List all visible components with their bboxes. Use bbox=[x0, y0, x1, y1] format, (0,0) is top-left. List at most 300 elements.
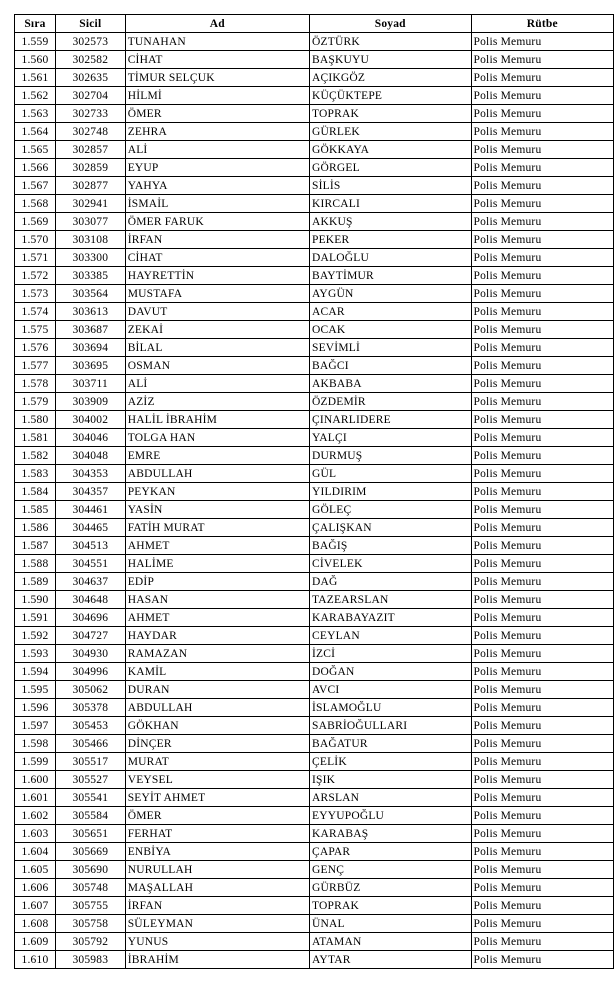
soyad-cell: SEVİMLİ bbox=[309, 339, 471, 357]
table-row bbox=[15, 537, 614, 555]
table-row bbox=[15, 105, 614, 123]
header-rutbe: Rütbe bbox=[471, 15, 614, 33]
sicil-cell: 302859 bbox=[55, 159, 125, 177]
table-row bbox=[15, 141, 614, 159]
header-sicil: Sicil bbox=[55, 15, 125, 33]
sira-cell: 1.587 bbox=[15, 537, 56, 555]
table-row bbox=[15, 231, 614, 249]
ad-cell: ÖMER bbox=[125, 105, 309, 123]
sicil-cell: 304551 bbox=[55, 555, 125, 573]
sicil-cell: 305378 bbox=[55, 699, 125, 717]
sira-cell: 1.590 bbox=[15, 591, 56, 609]
soyad-cell: ÖZTÜRK bbox=[309, 33, 471, 51]
sira-cell: 1.584 bbox=[15, 483, 56, 501]
sira-cell: 1.576 bbox=[15, 339, 56, 357]
rutbe-cell: Polis Memuru bbox=[471, 681, 614, 699]
sicil-cell: 302704 bbox=[55, 87, 125, 105]
sicil-cell: 304461 bbox=[55, 501, 125, 519]
rutbe-cell: Polis Memuru bbox=[471, 573, 614, 591]
table-row bbox=[15, 321, 614, 339]
soyad-cell: GÜRBÜZ bbox=[309, 879, 471, 897]
sicil-cell: 305669 bbox=[55, 843, 125, 861]
ad-cell: KAMİL bbox=[125, 663, 309, 681]
ad-cell: İRFAN bbox=[125, 231, 309, 249]
sicil-cell: 304046 bbox=[55, 429, 125, 447]
soyad-cell: TAZEARSLAN bbox=[309, 591, 471, 609]
soyad-cell: AKBABA bbox=[309, 375, 471, 393]
table-row bbox=[15, 717, 614, 735]
ad-cell: ALİ bbox=[125, 375, 309, 393]
rutbe-cell: Polis Memuru bbox=[471, 303, 614, 321]
rutbe-cell: Polis Memuru bbox=[471, 429, 614, 447]
soyad-cell: GÖRGEL bbox=[309, 159, 471, 177]
ad-cell: AHMET bbox=[125, 537, 309, 555]
rutbe-cell: Polis Memuru bbox=[471, 879, 614, 897]
table-row bbox=[15, 879, 614, 897]
table-row bbox=[15, 735, 614, 753]
soyad-cell: İSLAMOĞLU bbox=[309, 699, 471, 717]
soyad-cell: IŞIK bbox=[309, 771, 471, 789]
sicil-cell: 304996 bbox=[55, 663, 125, 681]
rutbe-cell: Polis Memuru bbox=[471, 735, 614, 753]
ad-cell: DAVUT bbox=[125, 303, 309, 321]
sira-cell: 1.561 bbox=[15, 69, 56, 87]
sicil-cell: 304002 bbox=[55, 411, 125, 429]
sira-cell: 1.601 bbox=[15, 789, 56, 807]
soyad-cell: ÇALIŞKAN bbox=[309, 519, 471, 537]
ad-cell: YASİN bbox=[125, 501, 309, 519]
rutbe-cell: Polis Memuru bbox=[471, 231, 614, 249]
ad-cell: TUNAHAN bbox=[125, 33, 309, 51]
rutbe-cell: Polis Memuru bbox=[471, 105, 614, 123]
table-row bbox=[15, 807, 614, 825]
table-row bbox=[15, 771, 614, 789]
ad-cell: HAYDAR bbox=[125, 627, 309, 645]
table-row bbox=[15, 375, 614, 393]
rutbe-cell: Polis Memuru bbox=[471, 645, 614, 663]
table-row bbox=[15, 933, 614, 951]
sicil-cell: 302635 bbox=[55, 69, 125, 87]
sicil-cell: 302582 bbox=[55, 51, 125, 69]
ad-cell: OSMAN bbox=[125, 357, 309, 375]
table-row bbox=[15, 645, 614, 663]
rutbe-cell: Polis Memuru bbox=[471, 483, 614, 501]
header-soyad: Soyad bbox=[309, 15, 471, 33]
sira-cell: 1.598 bbox=[15, 735, 56, 753]
soyad-cell: ÇINARLIDERE bbox=[309, 411, 471, 429]
sira-cell: 1.602 bbox=[15, 807, 56, 825]
sira-cell: 1.571 bbox=[15, 249, 56, 267]
soyad-cell: CEYLAN bbox=[309, 627, 471, 645]
ad-cell: MAŞALLAH bbox=[125, 879, 309, 897]
soyad-cell: SABRİOĞULLARI bbox=[309, 717, 471, 735]
header-ad: Ad bbox=[125, 15, 309, 33]
ad-cell: HASAN bbox=[125, 591, 309, 609]
sira-cell: 1.591 bbox=[15, 609, 56, 627]
sira-cell: 1.599 bbox=[15, 753, 56, 771]
table-row bbox=[15, 177, 614, 195]
ad-cell: HİLMİ bbox=[125, 87, 309, 105]
soyad-cell: İZCİ bbox=[309, 645, 471, 663]
sicil-cell: 302748 bbox=[55, 123, 125, 141]
ad-cell: CİHAT bbox=[125, 249, 309, 267]
rutbe-cell: Polis Memuru bbox=[471, 501, 614, 519]
sira-cell: 1.607 bbox=[15, 897, 56, 915]
rutbe-cell: Polis Memuru bbox=[471, 249, 614, 267]
soyad-cell: DURMUŞ bbox=[309, 447, 471, 465]
soyad-cell: PEKER bbox=[309, 231, 471, 249]
sira-cell: 1.610 bbox=[15, 951, 56, 969]
sicil-cell: 305651 bbox=[55, 825, 125, 843]
sira-cell: 1.579 bbox=[15, 393, 56, 411]
table-row bbox=[15, 951, 614, 969]
ad-cell: İBRAHİM bbox=[125, 951, 309, 969]
table-row bbox=[15, 519, 614, 537]
rutbe-cell: Polis Memuru bbox=[471, 267, 614, 285]
sira-cell: 1.600 bbox=[15, 771, 56, 789]
table-row bbox=[15, 663, 614, 681]
rutbe-cell: Polis Memuru bbox=[471, 627, 614, 645]
ad-cell: SÜLEYMAN bbox=[125, 915, 309, 933]
soyad-cell: ACAR bbox=[309, 303, 471, 321]
sicil-cell: 305527 bbox=[55, 771, 125, 789]
rutbe-cell: Polis Memuru bbox=[471, 753, 614, 771]
ad-cell: ENBİYA bbox=[125, 843, 309, 861]
rutbe-cell: Polis Memuru bbox=[471, 951, 614, 969]
table-row bbox=[15, 69, 614, 87]
sicil-cell: 303909 bbox=[55, 393, 125, 411]
table-row bbox=[15, 33, 614, 51]
sira-cell: 1.564 bbox=[15, 123, 56, 141]
soyad-cell: YALÇI bbox=[309, 429, 471, 447]
rutbe-cell: Polis Memuru bbox=[471, 789, 614, 807]
sira-cell: 1.609 bbox=[15, 933, 56, 951]
sicil-cell: 305584 bbox=[55, 807, 125, 825]
table-row bbox=[15, 501, 614, 519]
soyad-cell: ÇELİK bbox=[309, 753, 471, 771]
soyad-cell: BAĞCI bbox=[309, 357, 471, 375]
table-row bbox=[15, 591, 614, 609]
sicil-cell: 303687 bbox=[55, 321, 125, 339]
table-row bbox=[15, 51, 614, 69]
table-row bbox=[15, 267, 614, 285]
ad-cell: NURULLAH bbox=[125, 861, 309, 879]
table-row bbox=[15, 843, 614, 861]
soyad-cell: BAYTİMUR bbox=[309, 267, 471, 285]
header-sira: Sıra bbox=[15, 15, 56, 33]
ad-cell: GÖKHAN bbox=[125, 717, 309, 735]
sicil-cell: 302877 bbox=[55, 177, 125, 195]
personnel-table bbox=[14, 14, 614, 969]
sira-cell: 1.572 bbox=[15, 267, 56, 285]
ad-cell: ÖMER FARUK bbox=[125, 213, 309, 231]
soyad-cell: GÜL bbox=[309, 465, 471, 483]
table-row bbox=[15, 303, 614, 321]
sira-cell: 1.595 bbox=[15, 681, 56, 699]
soyad-cell: DALOĞLU bbox=[309, 249, 471, 267]
rutbe-cell: Polis Memuru bbox=[471, 321, 614, 339]
sicil-cell: 305517 bbox=[55, 753, 125, 771]
sira-cell: 1.573 bbox=[15, 285, 56, 303]
sicil-cell: 304727 bbox=[55, 627, 125, 645]
soyad-cell: OCAK bbox=[309, 321, 471, 339]
table-row bbox=[15, 753, 614, 771]
sira-cell: 1.578 bbox=[15, 375, 56, 393]
table-row bbox=[15, 159, 614, 177]
sira-cell: 1.604 bbox=[15, 843, 56, 861]
ad-cell: ZEHRA bbox=[125, 123, 309, 141]
ad-cell: DURAN bbox=[125, 681, 309, 699]
sira-cell: 1.593 bbox=[15, 645, 56, 663]
ad-cell: ZEKAİ bbox=[125, 321, 309, 339]
soyad-cell: ÖZDEMİR bbox=[309, 393, 471, 411]
table-row bbox=[15, 429, 614, 447]
sicil-cell: 303300 bbox=[55, 249, 125, 267]
rutbe-cell: Polis Memuru bbox=[471, 33, 614, 51]
rutbe-cell: Polis Memuru bbox=[471, 699, 614, 717]
rutbe-cell: Polis Memuru bbox=[471, 447, 614, 465]
sira-cell: 1.582 bbox=[15, 447, 56, 465]
sira-cell: 1.567 bbox=[15, 177, 56, 195]
sicil-cell: 304048 bbox=[55, 447, 125, 465]
sira-cell: 1.560 bbox=[15, 51, 56, 69]
sicil-cell: 304465 bbox=[55, 519, 125, 537]
sira-cell: 1.577 bbox=[15, 357, 56, 375]
sira-cell: 1.589 bbox=[15, 573, 56, 591]
soyad-cell: YILDIRIM bbox=[309, 483, 471, 501]
rutbe-cell: Polis Memuru bbox=[471, 591, 614, 609]
soyad-cell: GENÇ bbox=[309, 861, 471, 879]
sira-cell: 1.559 bbox=[15, 33, 56, 51]
soyad-cell: AYGÜN bbox=[309, 285, 471, 303]
sira-cell: 1.580 bbox=[15, 411, 56, 429]
table-row bbox=[15, 915, 614, 933]
table-row bbox=[15, 861, 614, 879]
sira-cell: 1.570 bbox=[15, 231, 56, 249]
rutbe-cell: Polis Memuru bbox=[471, 177, 614, 195]
header-row bbox=[15, 15, 614, 33]
ad-cell: VEYSEL bbox=[125, 771, 309, 789]
sira-cell: 1.606 bbox=[15, 879, 56, 897]
table-row bbox=[15, 573, 614, 591]
ad-cell: EDİP bbox=[125, 573, 309, 591]
ad-cell: PEYKAN bbox=[125, 483, 309, 501]
sicil-cell: 304637 bbox=[55, 573, 125, 591]
soyad-cell: ÇAPAR bbox=[309, 843, 471, 861]
rutbe-cell: Polis Memuru bbox=[471, 861, 614, 879]
soyad-cell: CİVELEK bbox=[309, 555, 471, 573]
rutbe-cell: Polis Memuru bbox=[471, 897, 614, 915]
table-row bbox=[15, 825, 614, 843]
rutbe-cell: Polis Memuru bbox=[471, 915, 614, 933]
table-row bbox=[15, 339, 614, 357]
rutbe-cell: Polis Memuru bbox=[471, 213, 614, 231]
sicil-cell: 303077 bbox=[55, 213, 125, 231]
sicil-cell: 305748 bbox=[55, 879, 125, 897]
sicil-cell: 303385 bbox=[55, 267, 125, 285]
table-row bbox=[15, 465, 614, 483]
ad-cell: HALİL İBRAHİM bbox=[125, 411, 309, 429]
ad-cell: BİLAL bbox=[125, 339, 309, 357]
sicil-cell: 303613 bbox=[55, 303, 125, 321]
sira-cell: 1.562 bbox=[15, 87, 56, 105]
ad-cell: AHMET bbox=[125, 609, 309, 627]
soyad-cell: EYYUPOĞLU bbox=[309, 807, 471, 825]
rutbe-cell: Polis Memuru bbox=[471, 717, 614, 735]
ad-cell: DİNÇER bbox=[125, 735, 309, 753]
ad-cell: AZİZ bbox=[125, 393, 309, 411]
ad-cell: YUNUS bbox=[125, 933, 309, 951]
ad-cell: MUSTAFA bbox=[125, 285, 309, 303]
table-row bbox=[15, 123, 614, 141]
rutbe-cell: Polis Memuru bbox=[471, 771, 614, 789]
sicil-cell: 305690 bbox=[55, 861, 125, 879]
rutbe-cell: Polis Memuru bbox=[471, 51, 614, 69]
rutbe-cell: Polis Memuru bbox=[471, 555, 614, 573]
table-row bbox=[15, 699, 614, 717]
rutbe-cell: Polis Memuru bbox=[471, 123, 614, 141]
sicil-cell: 304648 bbox=[55, 591, 125, 609]
ad-cell: ABDULLAH bbox=[125, 465, 309, 483]
table-row bbox=[15, 393, 614, 411]
ad-cell: FERHAT bbox=[125, 825, 309, 843]
sira-cell: 1.583 bbox=[15, 465, 56, 483]
sicil-cell: 302573 bbox=[55, 33, 125, 51]
sicil-cell: 303694 bbox=[55, 339, 125, 357]
ad-cell: EMRE bbox=[125, 447, 309, 465]
ad-cell: SEYİT AHMET bbox=[125, 789, 309, 807]
sira-cell: 1.588 bbox=[15, 555, 56, 573]
rutbe-cell: Polis Memuru bbox=[471, 465, 614, 483]
ad-cell: TİMUR SELÇUK bbox=[125, 69, 309, 87]
ad-cell: MURAT bbox=[125, 753, 309, 771]
sira-cell: 1.585 bbox=[15, 501, 56, 519]
sira-cell: 1.575 bbox=[15, 321, 56, 339]
rutbe-cell: Polis Memuru bbox=[471, 663, 614, 681]
sicil-cell: 305453 bbox=[55, 717, 125, 735]
rutbe-cell: Polis Memuru bbox=[471, 933, 614, 951]
ad-cell: FATİH MURAT bbox=[125, 519, 309, 537]
rutbe-cell: Polis Memuru bbox=[471, 375, 614, 393]
sira-cell: 1.594 bbox=[15, 663, 56, 681]
soyad-cell: DAĞ bbox=[309, 573, 471, 591]
soyad-cell: DOĞAN bbox=[309, 663, 471, 681]
sicil-cell: 303695 bbox=[55, 357, 125, 375]
sicil-cell: 303564 bbox=[55, 285, 125, 303]
ad-cell: ABDULLAH bbox=[125, 699, 309, 717]
ad-cell: HAYRETTİN bbox=[125, 267, 309, 285]
table-row bbox=[15, 213, 614, 231]
table-row bbox=[15, 681, 614, 699]
sira-cell: 1.566 bbox=[15, 159, 56, 177]
rutbe-cell: Polis Memuru bbox=[471, 87, 614, 105]
table-row bbox=[15, 627, 614, 645]
sira-cell: 1.605 bbox=[15, 861, 56, 879]
rutbe-cell: Polis Memuru bbox=[471, 519, 614, 537]
table-row bbox=[15, 483, 614, 501]
sicil-cell: 305983 bbox=[55, 951, 125, 969]
rutbe-cell: Polis Memuru bbox=[471, 195, 614, 213]
soyad-cell: KÜÇÜKTEPE bbox=[309, 87, 471, 105]
sira-cell: 1.586 bbox=[15, 519, 56, 537]
table-row bbox=[15, 411, 614, 429]
sira-cell: 1.596 bbox=[15, 699, 56, 717]
ad-cell: CİHAT bbox=[125, 51, 309, 69]
table-row bbox=[15, 195, 614, 213]
soyad-cell: AVCI bbox=[309, 681, 471, 699]
sira-cell: 1.569 bbox=[15, 213, 56, 231]
rutbe-cell: Polis Memuru bbox=[471, 357, 614, 375]
sicil-cell: 305755 bbox=[55, 897, 125, 915]
rutbe-cell: Polis Memuru bbox=[471, 411, 614, 429]
sira-cell: 1.603 bbox=[15, 825, 56, 843]
ad-cell: TOLGA HAN bbox=[125, 429, 309, 447]
sicil-cell: 302733 bbox=[55, 105, 125, 123]
ad-cell: RAMAZAN bbox=[125, 645, 309, 663]
sira-cell: 1.608 bbox=[15, 915, 56, 933]
rutbe-cell: Polis Memuru bbox=[471, 393, 614, 411]
sira-cell: 1.563 bbox=[15, 105, 56, 123]
ad-cell: ALİ bbox=[125, 141, 309, 159]
soyad-cell: GÖKKAYA bbox=[309, 141, 471, 159]
table-row bbox=[15, 609, 614, 627]
rutbe-cell: Polis Memuru bbox=[471, 825, 614, 843]
ad-cell: İSMAİL bbox=[125, 195, 309, 213]
soyad-cell: KARABAŞ bbox=[309, 825, 471, 843]
table-row bbox=[15, 285, 614, 303]
sicil-cell: 305758 bbox=[55, 915, 125, 933]
table-row bbox=[15, 447, 614, 465]
rutbe-cell: Polis Memuru bbox=[471, 69, 614, 87]
soyad-cell: GÜRLEK bbox=[309, 123, 471, 141]
table-row bbox=[15, 789, 614, 807]
sicil-cell: 304353 bbox=[55, 465, 125, 483]
sicil-cell: 304357 bbox=[55, 483, 125, 501]
sicil-cell: 305792 bbox=[55, 933, 125, 951]
sicil-cell: 304930 bbox=[55, 645, 125, 663]
sicil-cell: 303711 bbox=[55, 375, 125, 393]
soyad-cell: ARSLAN bbox=[309, 789, 471, 807]
ad-cell: YAHYA bbox=[125, 177, 309, 195]
sicil-cell: 302857 bbox=[55, 141, 125, 159]
rutbe-cell: Polis Memuru bbox=[471, 807, 614, 825]
soyad-cell: AYTAR bbox=[309, 951, 471, 969]
soyad-cell: TOPRAK bbox=[309, 105, 471, 123]
sira-cell: 1.597 bbox=[15, 717, 56, 735]
sicil-cell: 304696 bbox=[55, 609, 125, 627]
soyad-cell: AÇIKGÖZ bbox=[309, 69, 471, 87]
sicil-cell: 302941 bbox=[55, 195, 125, 213]
soyad-cell: ÜNAL bbox=[309, 915, 471, 933]
rutbe-cell: Polis Memuru bbox=[471, 339, 614, 357]
sira-cell: 1.574 bbox=[15, 303, 56, 321]
soyad-cell: TOPRAK bbox=[309, 897, 471, 915]
table-row bbox=[15, 897, 614, 915]
table-body bbox=[15, 33, 614, 969]
table-row bbox=[15, 87, 614, 105]
sira-cell: 1.565 bbox=[15, 141, 56, 159]
ad-cell: HALİME bbox=[125, 555, 309, 573]
sicil-cell: 304513 bbox=[55, 537, 125, 555]
soyad-cell: BAĞIŞ bbox=[309, 537, 471, 555]
sicil-cell: 305541 bbox=[55, 789, 125, 807]
rutbe-cell: Polis Memuru bbox=[471, 285, 614, 303]
sira-cell: 1.581 bbox=[15, 429, 56, 447]
soyad-cell: BAĞATUR bbox=[309, 735, 471, 753]
rutbe-cell: Polis Memuru bbox=[471, 843, 614, 861]
table-row bbox=[15, 555, 614, 573]
sira-cell: 1.592 bbox=[15, 627, 56, 645]
